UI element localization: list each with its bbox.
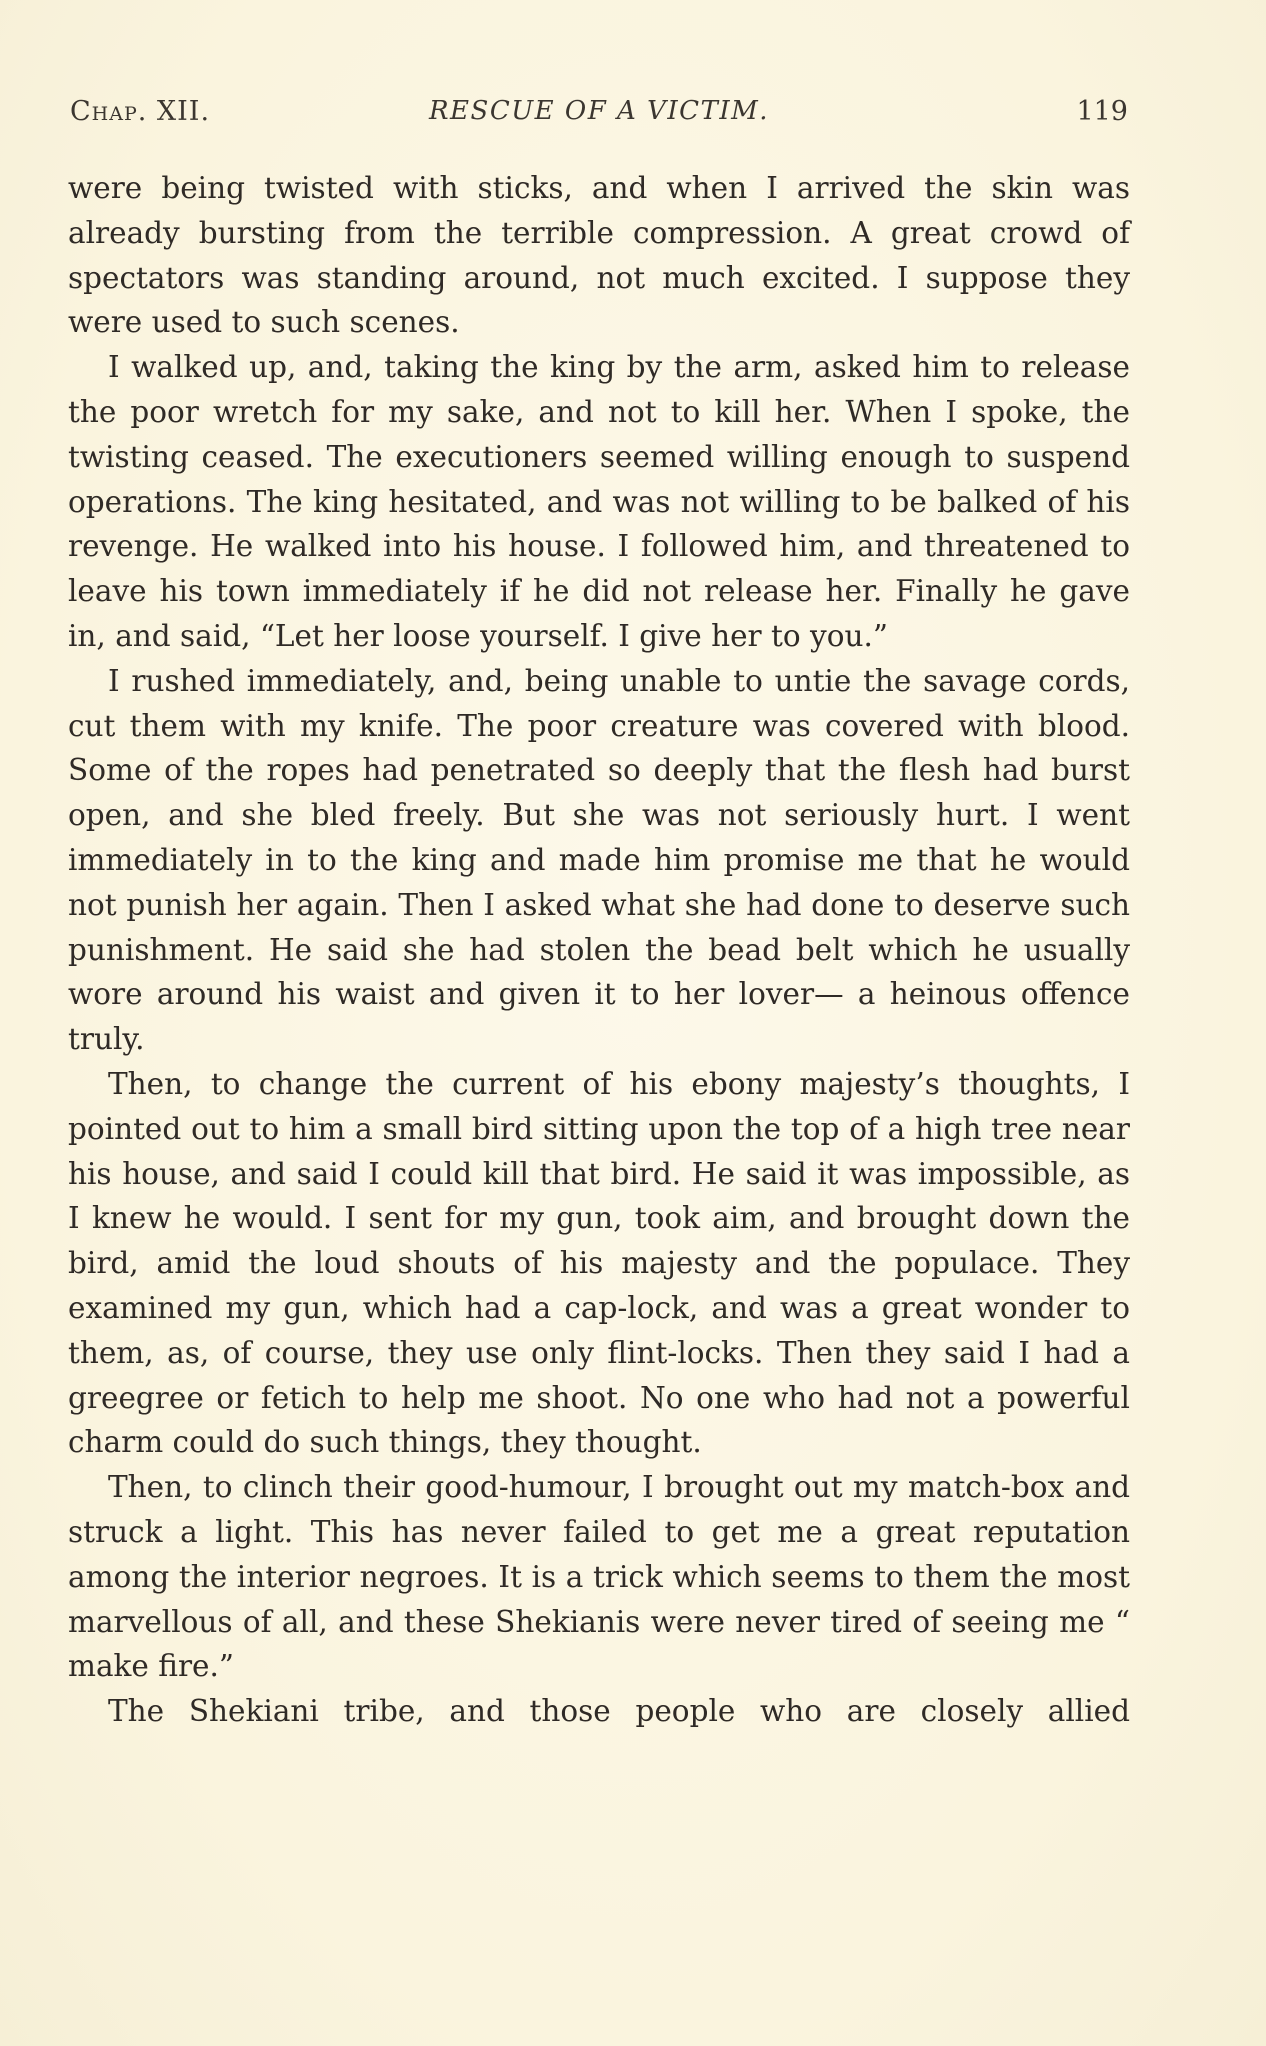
paragraph: The Shekiani tribe, and those people who are closely allied (108, 1694, 1130, 1729)
page-number: 119 (1076, 96, 1128, 127)
paragraph: were being twisted with sticks, and when I arrived the skin was already bursting from the terrible compression. A great crowd of spectators was standing around, not much excited. I suppose they were used to such scenes. (68, 171, 1130, 340)
paragraph: I rushed immediately, and, being unable to untie the savage cords, cut them with my knife. The poor creature was covered with blood. Some of the ropes had penetrated so deeply that the flesh had burst open, and she bled freely. But she was not seriously hurt. I went immediately in to the king and made him promise me that he would not punish her again. Then I asked what she had done to deserve such punishment. He said she had stolen the bead belt which he usually wore around his waist and given it to her lover— a heinous offence truly. (68, 663, 1130, 1057)
paragraph: Then, to clinch their good-humour, I brought out my match-box and struck a light. This has never failed to get me a great reputation among the interior negroes. It is a trick which seems to them the most marvellous of all, and these Shekianis were never tired of seeing me “ make fire.” (68, 1470, 1130, 1684)
page-title: RESCUE OF A VICTIM. (428, 96, 770, 126)
paragraph: I walked up, and, taking the king by the arm, asked him to release the poor wretch for my sake, and not to kill her. When I spoke, the twisting ceased. The executioners seemed willing enough to suspend operations. The king hesitated, and was not willing to be balked of his revenge. He walked into his house. I followed him, and threatened to leave his town immediately if he did not release her. Finally he gave in, and said, “Let her loose yourself. I give her to you.” (68, 350, 1130, 653)
running-header (70, 96, 1128, 136)
body-text (68, 166, 1130, 1734)
chapter-label: Chap. XII. (70, 96, 211, 127)
paragraph: Then, to change the current of his ebony majesty’s thoughts, I pointed out to him a small bird sitting upon the top of a high tree near his house, and said I could kill that bird. He said it was impossible, as I knew he would. I sent for my gun, took aim, and brought down the bird, amid the loud shouts of his majesty and the populace. They examined my gun, which had a cap-lock, and was a great wonder to them, as, of course, they use only flint-locks. Then they said I had a greegree or fetich to help me shoot. No one who had not a powerful charm could do such things, they thought. (68, 1066, 1130, 1460)
